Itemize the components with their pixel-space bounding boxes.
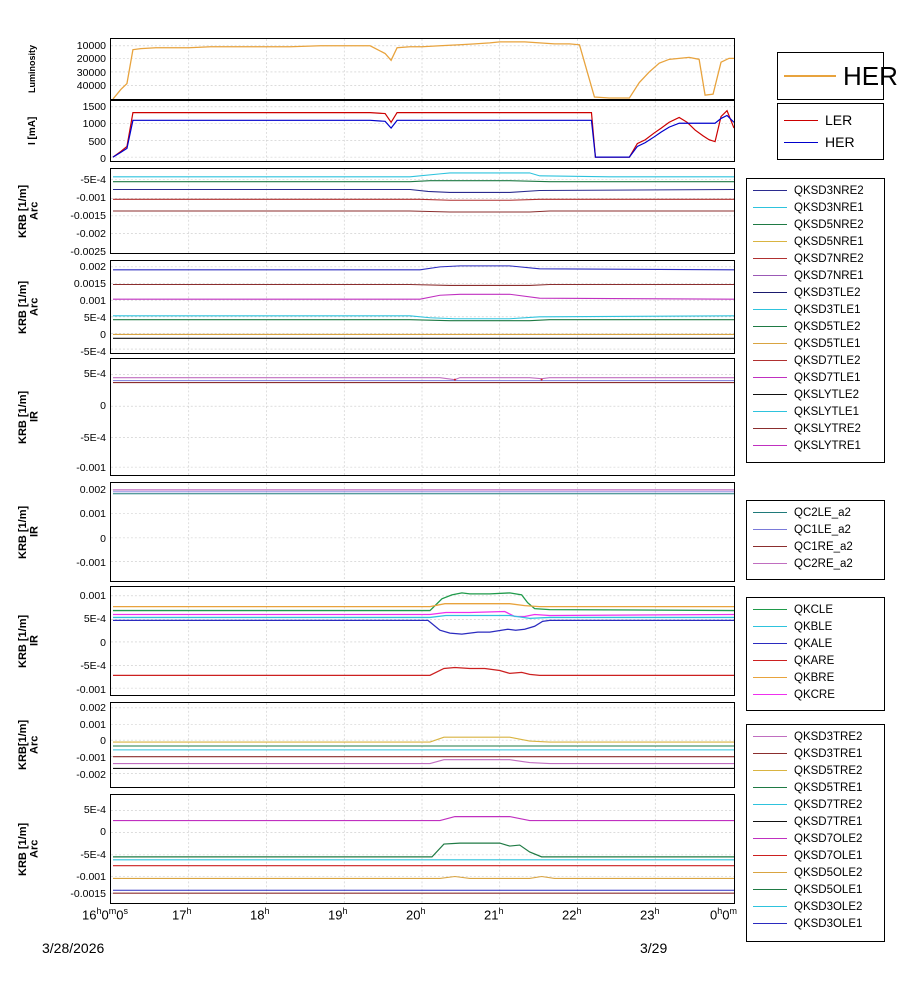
ytick: 0: [100, 826, 106, 838]
legend-row[interactable]: [753, 864, 878, 881]
ytick: 10000: [76, 40, 106, 52]
legend-label: QKSD5NRE1: [794, 235, 864, 248]
ytick: -5E-4: [80, 346, 106, 358]
ytick: -5E-4: [80, 849, 106, 861]
legend-swatch-qkslytle2: [753, 394, 787, 395]
legend-row[interactable]: [753, 635, 878, 652]
xtick-17h: 17$^h$: [172, 906, 192, 923]
legend-row[interactable]: [753, 779, 878, 796]
legend-row[interactable]: [753, 847, 878, 864]
panel-current: [110, 100, 735, 162]
legend-row[interactable]: [753, 267, 878, 284]
xtick-16h: 16$^h$0$^m$0$^s$: [82, 906, 128, 923]
legend-swatch-qksd7ole1: [753, 855, 787, 856]
ytick: 0.002: [79, 702, 106, 714]
ytick: -0.001: [76, 557, 106, 569]
legend-row[interactable]: [753, 386, 878, 403]
legend-label: QKSD7TRE1: [794, 815, 863, 828]
xtick-21h: 21$^h$: [484, 906, 504, 923]
legend-swatch-qc2le-a2: [753, 512, 787, 513]
legend-label: QKSD3TRE2: [794, 730, 863, 743]
legend-row[interactable]: [753, 728, 878, 745]
legend-swatch-qkslytre2: [753, 428, 787, 429]
ylabel-krb-arc-1: KRB [1/m] Arc: [17, 184, 41, 238]
ytick: 40000: [76, 80, 106, 92]
legend-row[interactable]: [753, 352, 878, 369]
legend-beam-currents: [777, 103, 884, 160]
legend-swatch-qksd7nre2: [753, 258, 787, 259]
panel-luminosity: [110, 38, 735, 100]
legend-qc: [746, 500, 885, 580]
ytick: -5E-4: [80, 432, 106, 444]
legend-label: QKSD3TLE1: [794, 303, 861, 316]
legend-swatch-qksd5tre1: [753, 787, 787, 788]
ytick: 0: [100, 735, 106, 747]
ytick: -0.001: [76, 192, 106, 204]
ytick: 5E-4: [83, 613, 106, 625]
ytick: 0.002: [79, 484, 106, 496]
legend-swatch-qksd3ole1: [753, 923, 787, 924]
legend-row[interactable]: [753, 745, 878, 762]
legend-row[interactable]: [753, 652, 878, 669]
legend-label: QC2LE_a2: [794, 506, 851, 519]
legend-label: QC2RE_a2: [794, 557, 853, 570]
ylabel-krb-arc-2: KRB [1/m] Arc: [17, 280, 41, 334]
legend-swatch-qksd7nre1: [753, 275, 787, 276]
ytick: 1500: [82, 101, 106, 113]
panel-krb-ir-3: [110, 586, 735, 696]
legend-swatch-qksd3tre2: [753, 736, 787, 737]
ytick: 0.002: [79, 261, 106, 273]
ytick: -0.0025: [70, 246, 106, 258]
legend-row[interactable]: [753, 881, 878, 898]
legend-label: QKSLYTRE2: [794, 422, 861, 435]
xtick-0h: 0$^h$0$^m$: [710, 906, 737, 923]
ytick: 5E-4: [83, 804, 106, 816]
legend-swatch-qksd5tle2: [753, 326, 787, 327]
legend-label: QKSD7OLE2: [794, 832, 863, 845]
legend-swatch-qksd7tle2: [753, 360, 787, 361]
ytick: -0.0015: [70, 888, 106, 900]
panel-krb-ir-1: [110, 358, 735, 476]
legend-row[interactable]: [753, 250, 878, 267]
legend-row[interactable]: [753, 284, 878, 301]
legend-label: QKSD5TRE1: [794, 781, 863, 794]
legend-swatch-qksd5ole1: [753, 889, 787, 890]
legend-row[interactable]: [753, 601, 878, 618]
legend-her: [777, 52, 898, 100]
legend-swatch-qksd5tre2: [753, 770, 787, 771]
ytick: 0.001: [79, 508, 106, 520]
ylabel-krb-arc-4: KRB [1/m] Arc: [17, 822, 41, 876]
legend-swatch-qksd3nre2: [753, 190, 787, 191]
legend-row[interactable]: [753, 915, 878, 932]
legend-row[interactable]: [753, 813, 878, 830]
panel-krb-arc-2: [110, 260, 735, 354]
ytick: 20000: [76, 53, 106, 65]
xtick-19h: 19$^h$: [328, 906, 348, 923]
ytick: 30000: [76, 67, 106, 79]
legend-label: QKSLYTLE2: [794, 388, 859, 401]
legend-row[interactable]: [753, 555, 878, 572]
legend-row[interactable]: [753, 504, 878, 521]
ylabel-krb-ir-1: KRB [1/m] IR: [17, 390, 41, 444]
xtick-18h: 18$^h$: [250, 906, 270, 923]
ytick: -0.001: [76, 871, 106, 883]
legend-row[interactable]: [753, 369, 878, 386]
legend-label: QKSD3OLE2: [794, 900, 863, 913]
legend-row[interactable]: [753, 182, 878, 199]
legend-label: QKALE: [794, 637, 833, 650]
ytick: -0.002: [76, 769, 106, 781]
legend-swatch-qkale: [753, 643, 787, 644]
ylabel-krb-ir-2: KRB [1/m] IR: [17, 505, 41, 559]
legend-swatch-qksd3tle1: [753, 309, 787, 310]
ylabel-krb-arc-3: KRB[1/m] Arc: [17, 719, 41, 771]
ylabel-luminosity: Luminosity: [27, 45, 37, 94]
legend-label: QC1LE_a2: [794, 523, 851, 536]
legend-label: QKSD5NRE2: [794, 218, 864, 231]
legend-label: QKSD7NRE2: [794, 252, 864, 265]
ytick: -0.0015: [70, 210, 106, 222]
legend-row[interactable]: [784, 131, 877, 153]
ytick: 5E-4: [83, 368, 106, 380]
legend-swatch-qksd7ole2: [753, 838, 787, 839]
legend-swatch-qc2re-a2: [753, 563, 787, 564]
legend-label: QKSD5OLE1: [794, 883, 863, 896]
legend-label: QKSD5TLE1: [794, 337, 861, 350]
legend-label: QKSD7TLE1: [794, 371, 861, 384]
legend-row[interactable]: [753, 301, 878, 318]
ytick: 0: [100, 533, 106, 545]
legend-row[interactable]: [753, 898, 878, 915]
ytick: -0.001: [76, 462, 106, 474]
legend-label: QKSD5TRE2: [794, 764, 863, 777]
legend-label: QKSD7NRE1: [794, 269, 864, 282]
legend-swatch-qkslytre1: [753, 445, 787, 446]
legend-row[interactable]: [753, 538, 878, 555]
legend-swatch-qksd5nre2: [753, 224, 787, 225]
legend-label: QKSD3OLE1: [794, 917, 863, 930]
legend-label: QKCLE: [794, 603, 833, 616]
panel-krb-arc-3: [110, 702, 735, 788]
legend-qk: [746, 597, 885, 711]
ytick: 0.0015: [73, 278, 106, 290]
panel-krb-arc-1: [110, 168, 735, 254]
legend-label: QKSD7OLE1: [794, 849, 863, 862]
ytick: 0: [100, 400, 106, 412]
legend-swatch-qkslytle1: [753, 411, 787, 412]
ylabel-krb-ir-3: KRB [1/m] IR: [17, 614, 41, 668]
legend-label: QKSLYTRE1: [794, 439, 861, 452]
ytick: -0.001: [76, 752, 106, 764]
legend-label: HER: [825, 134, 855, 150]
date-label-left: 3/28/2026: [42, 940, 105, 956]
legend-row[interactable]: [784, 109, 877, 131]
ytick: -0.002: [76, 228, 106, 240]
legend-label: QKSD3NRE1: [794, 201, 864, 214]
legend-row[interactable]: [753, 437, 878, 454]
legend-row[interactable]: [784, 57, 898, 95]
legend-row[interactable]: [753, 318, 878, 335]
legend-row[interactable]: [753, 762, 878, 779]
legend-row[interactable]: [753, 403, 878, 420]
legend-label: QKSD3TRE1: [794, 747, 863, 760]
legend-label: QKCRE: [794, 688, 835, 701]
xtick-22h: 22$^h$: [562, 906, 582, 923]
legend-swatch-qksd7tre1: [753, 821, 787, 822]
legend-row[interactable]: [753, 618, 878, 635]
legend-swatch-qc1re-a2: [753, 546, 787, 547]
legend-label: QKSD7TRE2: [794, 798, 863, 811]
legend-label: HER: [843, 60, 898, 91]
legend-label: QKSD7TLE2: [794, 354, 861, 367]
legend-qksd-nre-tle: [746, 178, 885, 463]
legend-row[interactable]: [753, 521, 878, 538]
ytick: 0.001: [79, 719, 106, 731]
legend-swatch-qksd3ole2: [753, 906, 787, 907]
legend-swatch-qksd7tle1: [753, 377, 787, 378]
legend-swatch-qksd7tre2: [753, 804, 787, 805]
legend-swatch-her: [784, 142, 818, 143]
legend-row[interactable]: [753, 796, 878, 813]
ytick: 5E-4: [83, 312, 106, 324]
legend-swatch-qkble: [753, 626, 787, 627]
legend-row[interactable]: [753, 199, 878, 216]
legend-label: QKSD3TLE2: [794, 286, 861, 299]
ytick: 1000: [82, 118, 106, 130]
legend-swatch-qksd3nre1: [753, 207, 787, 208]
legend-swatch-qkcre: [753, 694, 787, 695]
legend-label: LER: [825, 112, 853, 128]
legend-swatch-her: [784, 75, 836, 77]
legend-label: QKARE: [794, 654, 835, 667]
legend-label: QKSD5OLE2: [794, 866, 863, 879]
legend-swatch-qkbre: [753, 677, 787, 678]
legend-swatch-qkare: [753, 660, 787, 661]
legend-swatch-qc1le-a2: [753, 529, 787, 530]
date-label-right: 3/29: [640, 940, 668, 956]
legend-row[interactable]: [753, 216, 878, 233]
legend-label: QKSLYTLE1: [794, 405, 859, 418]
legend-row[interactable]: [753, 335, 878, 352]
legend-row[interactable]: [753, 686, 878, 703]
xtick-23h: 23$^h$: [640, 906, 660, 923]
legend-row[interactable]: [753, 669, 878, 686]
ytick: 0: [100, 329, 106, 341]
legend-label: QKBRE: [794, 671, 835, 684]
ytick: 0.001: [79, 590, 106, 602]
legend-label: QKSD3NRE2: [794, 184, 864, 197]
ytick: -0.001: [76, 684, 106, 696]
xtick-20h: 20$^h$: [406, 906, 426, 923]
legend-row[interactable]: [753, 830, 878, 847]
legend-label: QKBLE: [794, 620, 833, 633]
legend-row[interactable]: [753, 420, 878, 437]
panel-krb-ir-2: [110, 482, 735, 582]
ytick: 0: [100, 637, 106, 649]
legend-label: QC1RE_a2: [794, 540, 853, 553]
legend-row[interactable]: [753, 233, 878, 250]
ytick: 500: [88, 136, 106, 148]
ytick: 0.001: [79, 295, 106, 307]
legend-label: QKSD5TLE2: [794, 320, 861, 333]
ytick: 0: [100, 153, 106, 165]
legend-qksd-tre-ole: [746, 724, 885, 942]
legend-swatch-qksd5tle1: [753, 343, 787, 344]
ylabel-current: I [mA]: [27, 116, 38, 146]
legend-swatch-ler: [784, 120, 818, 121]
legend-swatch-qksd5ole2: [753, 872, 787, 873]
legend-swatch-qksd3tle2: [753, 292, 787, 293]
legend-swatch-qkcle: [753, 609, 787, 610]
legend-swatch-qksd5nre1: [753, 241, 787, 242]
ytick: -5E-4: [80, 174, 106, 186]
panel-krb-arc-4: [110, 794, 735, 904]
ytick: -5E-4: [80, 660, 106, 672]
legend-swatch-qksd3tre1: [753, 753, 787, 754]
